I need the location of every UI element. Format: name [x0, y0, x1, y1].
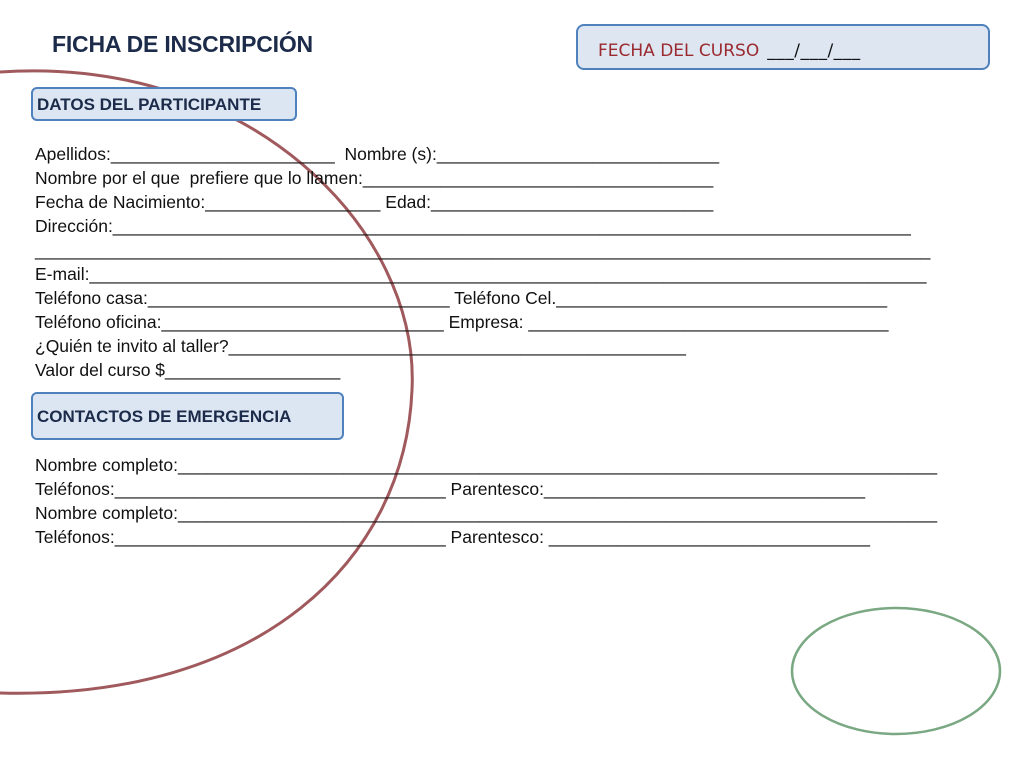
course-date-box — [576, 24, 990, 70]
emergency-full-name-line-2[interactable]: Nombre completo:______________________________________________________________________________ — [35, 503, 938, 523]
address-continuation-line[interactable]: ____________________________________________________________________________________________ — [35, 240, 931, 260]
home-mobile-phone-line[interactable]: Teléfono casa:_______________________________ Teléfono Cel.__________________________________ — [35, 288, 888, 308]
emergency-section-heading: CONTACTOS DE EMERGENCIA — [31, 392, 344, 440]
emergency-phones-relationship-line-1[interactable]: Teléfonos:__________________________________ Parentesco:_________________________________ — [35, 479, 866, 499]
office-phone-company-line[interactable]: Teléfono oficina:_____________________________ Empresa: _____________________________________ — [35, 312, 889, 332]
form-title: FICHA DE INSCRIPCIÓN — [52, 31, 313, 57]
surname-name-line[interactable]: Apellidos:_______________________ Nombre (s):_____________________________ — [35, 144, 720, 164]
email-line[interactable]: E-mail:______________________________________________________________________________________ — [35, 264, 927, 284]
course-date-label: FECHA DEL CURSO — [598, 41, 760, 61]
referral-line[interactable]: ¿Quién te invito al taller?_______________________________________________ — [35, 336, 687, 356]
decorative-green-oval — [792, 608, 1000, 734]
birthdate-age-line[interactable]: Fecha de Nacimiento:__________________ Edad:_____________________________ — [35, 192, 714, 212]
address-line[interactable]: Dirección:__________________________________________________________________________________ — [35, 216, 911, 236]
preferred-name-line[interactable]: Nombre por el que prefiere que lo llamen:____________________________________ — [35, 168, 714, 188]
course-price-line[interactable]: Valor del curso $__________________ — [35, 360, 341, 380]
participant-fields — [35, 142, 930, 382]
emergency-fields — [35, 453, 937, 549]
emergency-phones-relationship-line-2[interactable]: Teléfonos:__________________________________ Parentesco: _________________________________ — [35, 527, 870, 547]
emergency-full-name-line-1[interactable]: Nombre completo:______________________________________________________________________________ — [35, 455, 938, 475]
participant-section-heading: DATOS DEL PARTICIPANTE — [31, 87, 297, 121]
course-date-field[interactable]: ___/___/___ — [767, 41, 861, 61]
